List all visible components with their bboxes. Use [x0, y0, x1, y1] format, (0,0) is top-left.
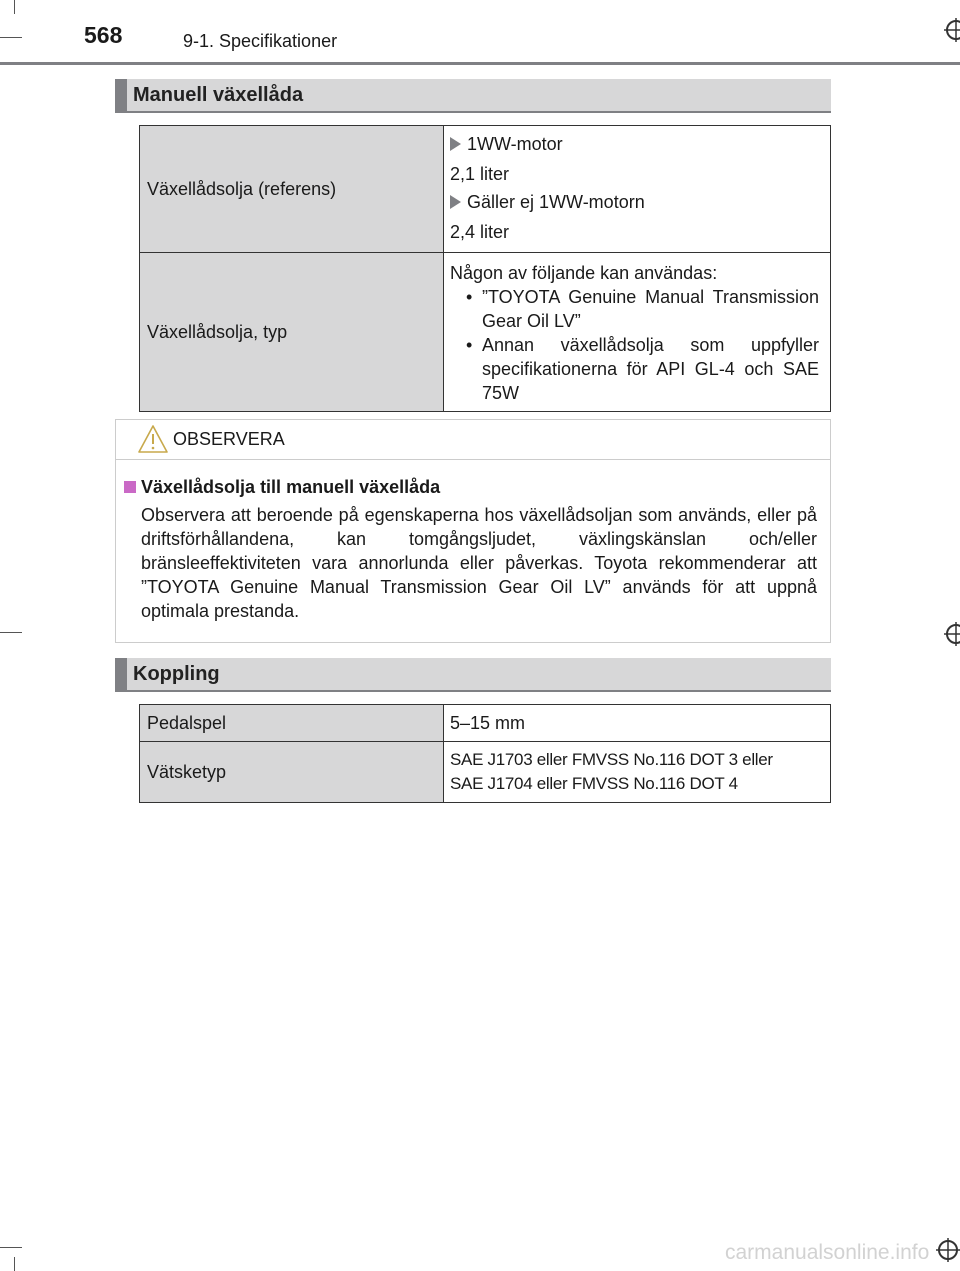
- notice-title: OBSERVERA: [173, 429, 285, 449]
- crop-mark: [0, 1247, 22, 1248]
- page-number: 568: [84, 22, 123, 48]
- list-item: • Annan växellådsolja som uppfyller specifikationerna för API GL-4 och SAE 75W: [482, 333, 819, 405]
- row-label: Växellådsolja (referens): [140, 126, 444, 253]
- warning-triangle-icon: [137, 424, 169, 454]
- row-value: SAE J1703 eller FMVSS No.116 DOT 3 eller SAE J1704 eller FMVSS No.116 DOT 4: [444, 742, 831, 803]
- header-rule: [0, 62, 960, 65]
- table-row: [140, 253, 831, 412]
- table-row: [140, 126, 831, 253]
- notice-header: [116, 420, 830, 460]
- list-item: 2,1 liter: [450, 164, 510, 184]
- clutch-table: [139, 704, 831, 803]
- notice-body: Observera att beroende på egenskaperna hos växellådsoljan som används, eller på driftsförhållandena, kan tomgångsljudet, växlingskänslan och/eller bränsleeffektiviteten vara annorlunda eller påverkas. Toyota rekommenderar att ”TOYOTA Genuine Manual Transmission Gear Oil LV” används för att uppnå optimala prestanda.: [141, 505, 817, 621]
- section-heading-clutch: [115, 658, 831, 692]
- notice-box: [115, 419, 831, 643]
- crop-mark: [14, 1257, 15, 1271]
- list-item: • ”TOYOTA Genuine Manual Transmission Gear Oil LV”: [482, 285, 819, 333]
- section-heading-text: Koppling: [133, 663, 220, 685]
- square-bullet-icon: [124, 481, 136, 493]
- triangle-bullet-icon: [450, 195, 461, 209]
- bullet-list: [450, 285, 819, 405]
- crop-mark: [0, 632, 22, 633]
- watermark: carmanualsonline.info: [725, 1241, 930, 1264]
- row-value: [444, 126, 831, 253]
- section-heading-manual-transmission: [115, 79, 831, 113]
- crop-mark: [0, 37, 22, 38]
- list-item: 2,4 liter: [450, 222, 510, 242]
- crop-mark: [14, 0, 15, 14]
- row-value: 5–15 mm: [444, 705, 831, 742]
- triangle-bullet-icon: [450, 137, 461, 151]
- table-row: [140, 742, 831, 803]
- registration-mark-icon: [944, 18, 960, 42]
- row-label: Pedalspel: [140, 705, 444, 742]
- table-row: [140, 705, 831, 742]
- list-item: Gäller ej 1WW-motorn: [450, 188, 819, 216]
- manual-transmission-table: [139, 125, 831, 412]
- row-label: Växellådsolja, typ: [140, 253, 444, 412]
- registration-mark-icon: [936, 1238, 960, 1262]
- section-heading-text: Manuell växellåda: [133, 84, 304, 106]
- section-title: 9-1. Specifikationer: [183, 31, 338, 51]
- row-label: Vätsketyp: [140, 742, 444, 803]
- list-item: 1WW-motor: [450, 130, 819, 158]
- row-value: [444, 253, 831, 412]
- row-intro: Någon av följande kan användas:: [450, 263, 718, 283]
- registration-mark-icon: [944, 622, 960, 646]
- notice-subtitle: Växellådsolja till manuell växellåda: [141, 477, 441, 497]
